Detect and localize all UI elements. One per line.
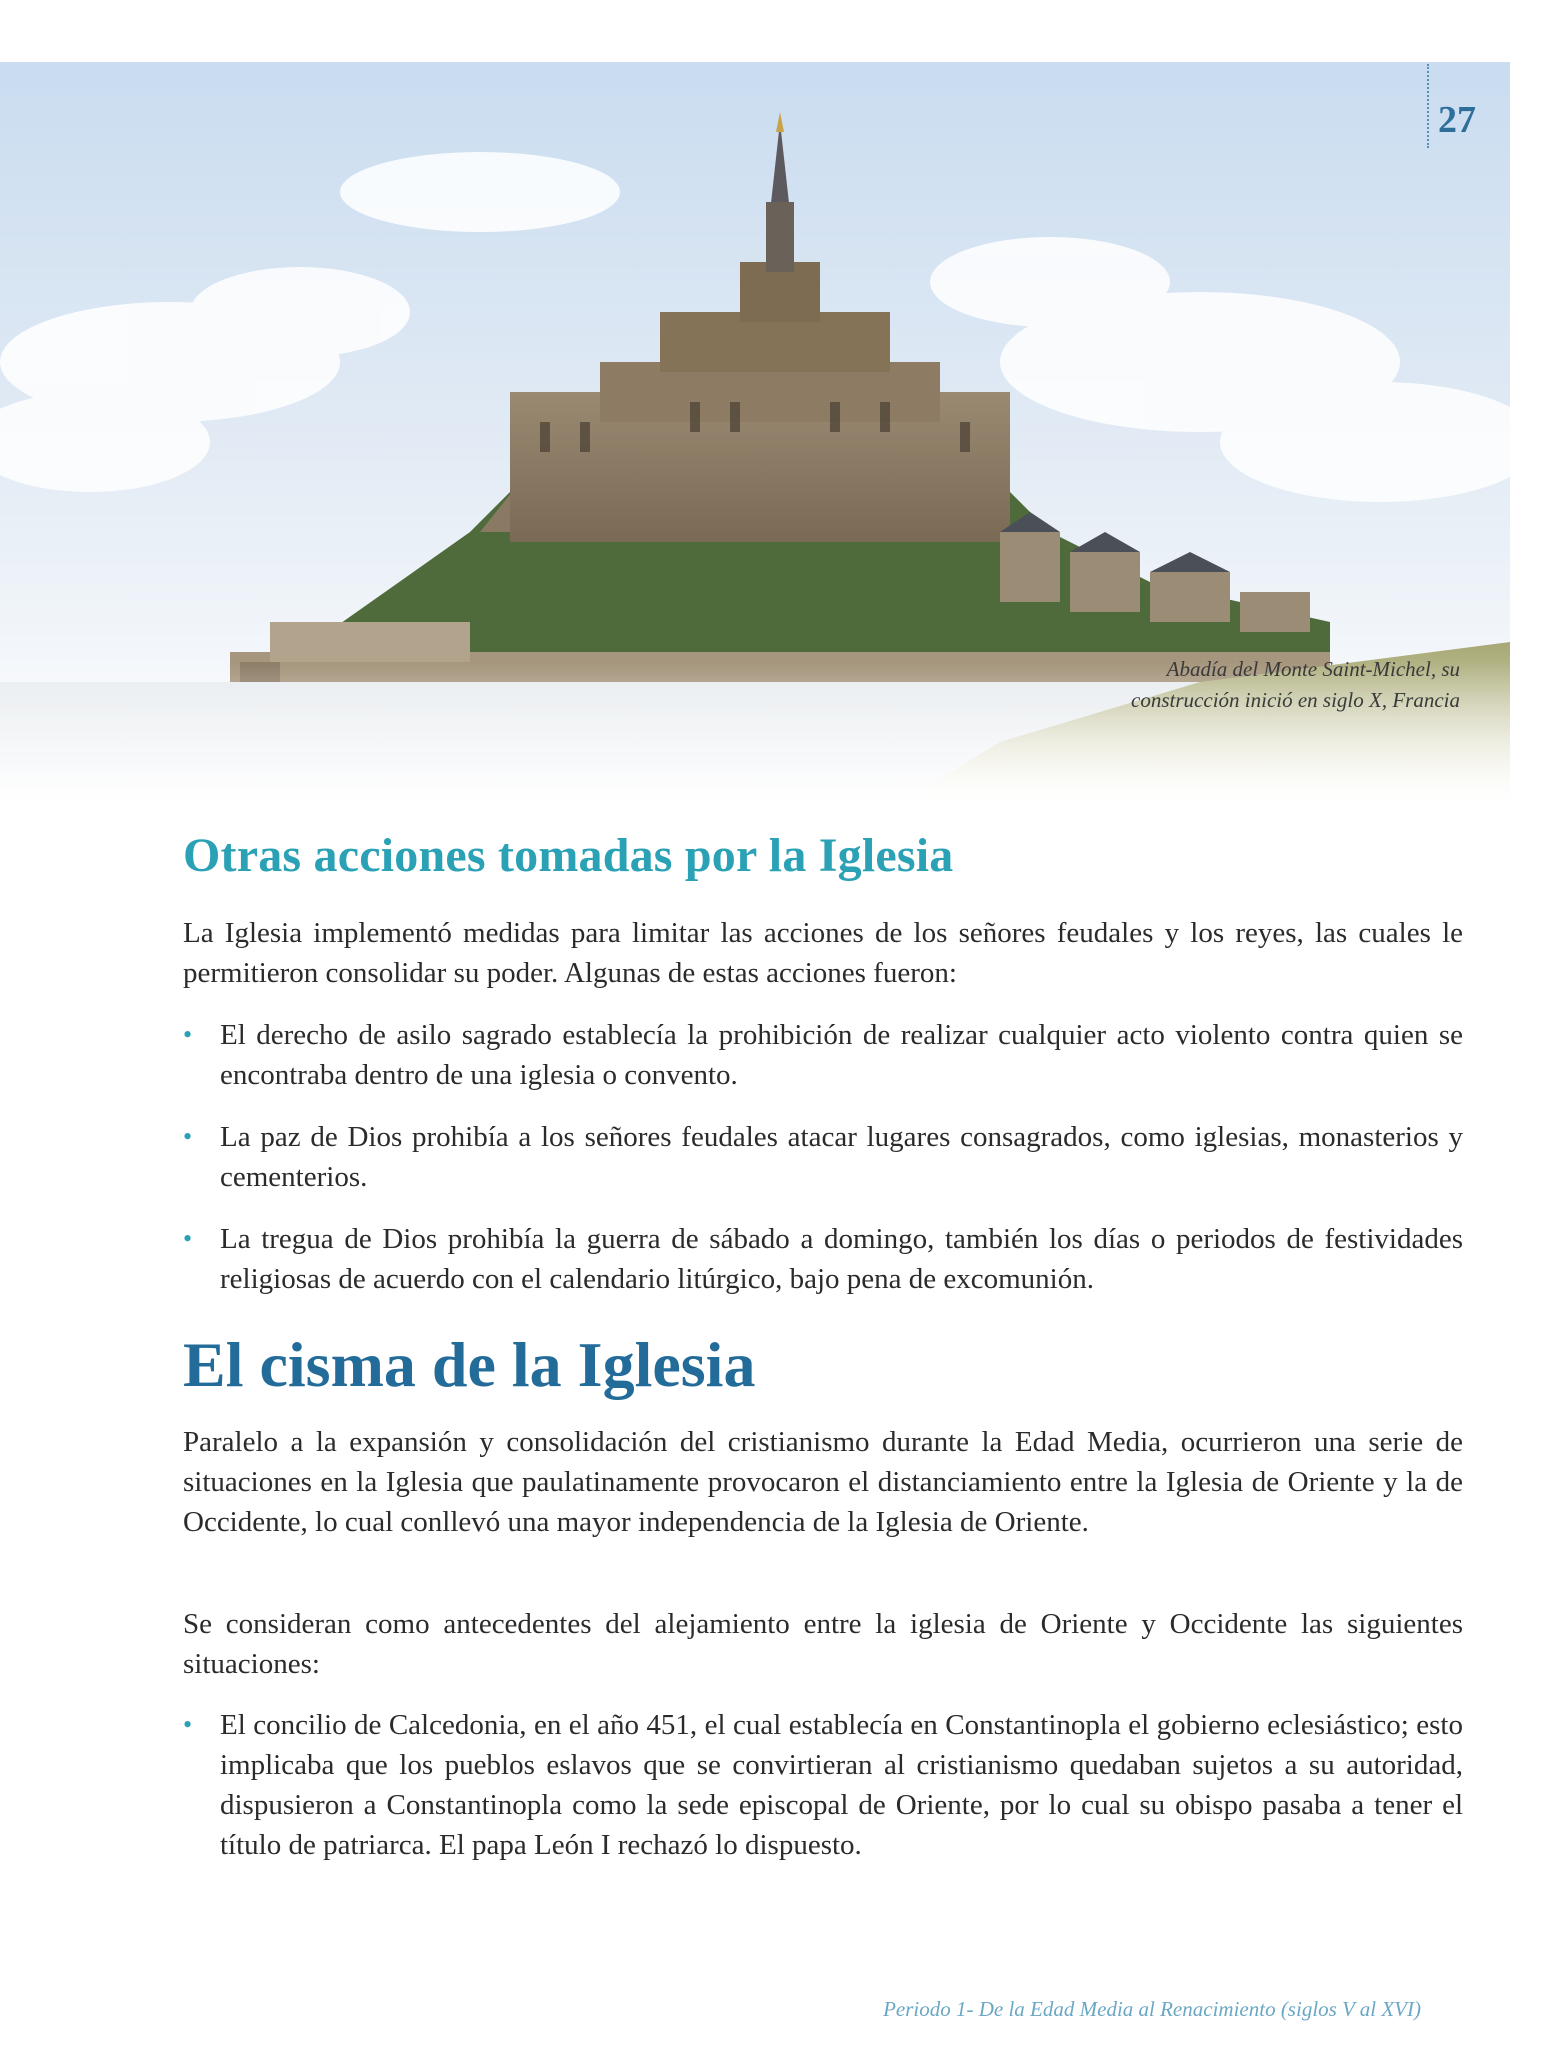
section2-bullet-list <box>183 1705 1463 1887</box>
photo-caption <box>940 654 1460 716</box>
list-item-text: El derecho de asilo sagrado establecía la prohibición de realizar cualquier acto violento contra quien se encontraba dentro de una iglesia o convento. <box>220 1019 1463 1091</box>
list-item <box>183 1015 1463 1095</box>
bullet-icon: • <box>183 1020 193 1049</box>
page-number: 27 <box>1438 99 1476 141</box>
section-heading-other-actions: Otras acciones tomadas por la Iglesia <box>183 829 954 882</box>
list-item <box>183 1117 1463 1197</box>
section1-bullet-list <box>183 1015 1463 1321</box>
list-item-text: La paz de Dios prohibía a los señores feudales atacar lugares consagrados, como iglesias, monasterios y cementerios. <box>220 1121 1463 1193</box>
bullet-icon: • <box>183 1122 193 1151</box>
list-item <box>183 1705 1463 1865</box>
caption-line-1: Abadía del Monte Saint-Michel, su <box>1166 657 1460 681</box>
page-footer: Periodo 1- De la Edad Media al Renacimiento (siglos V al XVI) <box>883 1997 1421 2021</box>
caption-line-2: construcción inició en siglo X, Francia <box>1131 688 1460 712</box>
bullet-icon: • <box>183 1224 193 1253</box>
list-item-text: El concilio de Calcedonia, en el año 451, el cual establecía en Constantinopla el gobierno eclesiástico; esto implicaba que los pueblos eslavos que se convirtieran al cristianismo quedaban sujetos a su autoridad, dispusieron a Constantinopla como la sede episcopal de Oriente, por lo cual su obispo pasaba a tener el título de patriarca. El papa León I rechazó lo dispuesto. <box>220 1709 1463 1861</box>
list-item <box>183 1219 1463 1299</box>
section2-paragraph-1: Paralelo a la expansión y consolidación del cristianismo durante la Edad Media, ocurrieron una serie de situaciones en la Iglesia que paulatinamente provocaron el distanciamiento entre la Iglesia de Oriente y la de Occidente, lo cual conllevó una mayor independencia de la Iglesia de Oriente. <box>183 1426 1463 1538</box>
list-item-text: La tregua de Dios prohibía la guerra de sábado a domingo, también los días o periodos de festividades religiosas de acuerdo con el calendario litúrgico, bajo pena de excomunión. <box>220 1223 1463 1295</box>
section-heading-schism: El cisma de la Iglesia <box>183 1329 756 1400</box>
bullet-icon: • <box>183 1710 193 1739</box>
page-number-rule <box>1427 64 1429 148</box>
section1-intro: La Iglesia implementó medidas para limitar las acciones de los señores feudales y los reyes, las cuales le permitieron consolidar su poder. Algunas de estas acciones fueron: <box>183 917 1463 989</box>
section2-paragraph-2: Se consideran como antecedentes del alejamiento entre la iglesia de Oriente y Occidente las siguientes situaciones: <box>183 1608 1463 1680</box>
